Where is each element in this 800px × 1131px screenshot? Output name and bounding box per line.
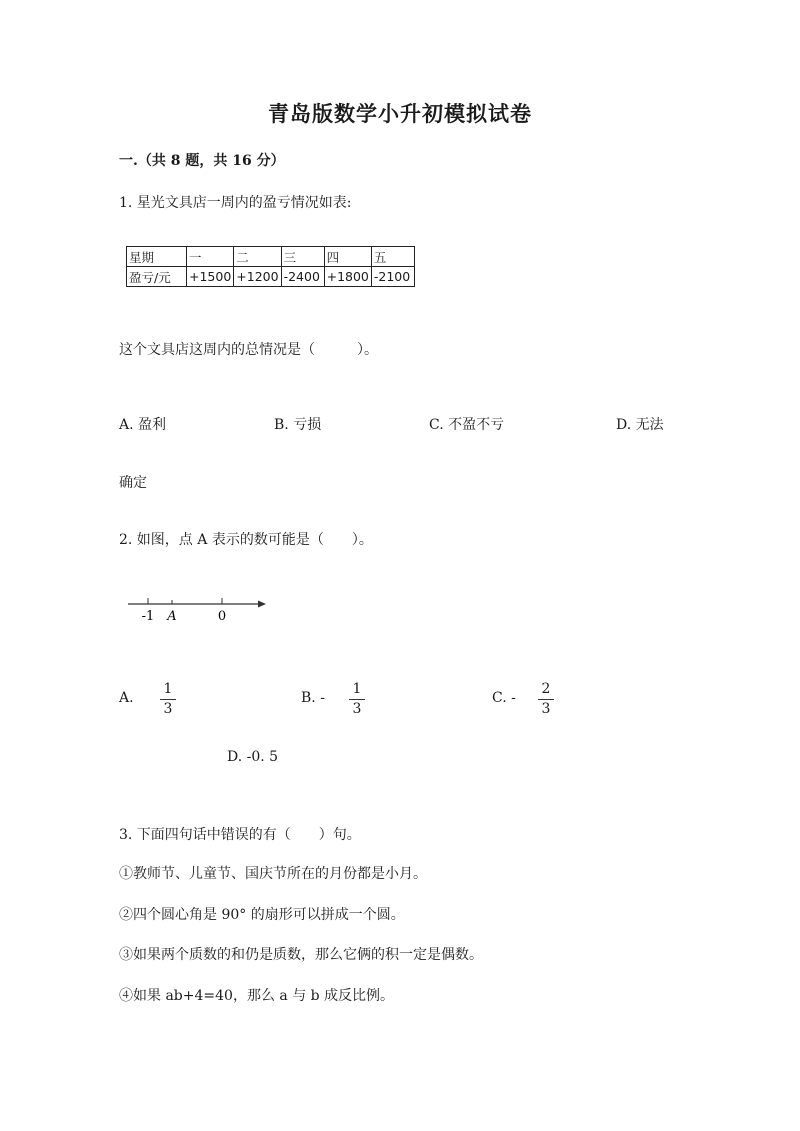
q1-option-b: B. 亏损: [274, 417, 322, 433]
page-title: 青岛版数学小升初模拟试卷: [268, 101, 532, 126]
profit-loss-table: [126, 246, 415, 287]
table-cell: -2100: [371, 267, 414, 287]
table-cell: +1200: [234, 267, 281, 287]
q1-question: 这个文具店这周内的总情况是（ ）。: [119, 342, 378, 358]
denominator: 3: [352, 701, 362, 717]
table-cell: -2400: [281, 267, 324, 287]
fraction-bar: [349, 699, 365, 700]
number-line-figure: [126, 593, 276, 627]
q2-option-a-label: A.: [119, 690, 134, 706]
numerator: 1: [163, 681, 173, 697]
table-cell: 一: [187, 247, 234, 267]
q2-option-b-fraction: [349, 681, 365, 718]
q2-option-d: D. -0. 5: [227, 749, 279, 765]
numerator: 1: [352, 681, 362, 697]
q2-stem: 2. 如图，点 A 表示的数可能是（ ）。: [119, 532, 373, 548]
fraction-bar: [160, 699, 176, 700]
table-header-row: [127, 247, 415, 267]
q2-option-a-fraction: [160, 681, 176, 718]
table-cell: 盈亏/元: [127, 267, 187, 287]
section-heading: 一.（共 8 题，共 16 分）: [119, 153, 285, 169]
q3-statement-4: ④如果 ab+4=40，那么 a 与 b 成反比例。: [119, 988, 395, 1004]
q3-statement-1: ①教师节、儿童节、国庆节所在的月份都是小月。: [119, 866, 427, 882]
numerator: 2: [541, 681, 551, 697]
q1-stem: 1. 星光文具店一周内的盈亏情况如表:: [119, 195, 352, 211]
table-cell: 星期: [127, 247, 187, 267]
label-minus-one: -1: [141, 609, 155, 624]
denominator: 3: [541, 701, 551, 717]
q1-option-d-continued: 确定: [119, 475, 147, 491]
q1-option-c: C. 不盈不亏: [429, 417, 505, 433]
q1-option-a: A. 盈利: [119, 417, 167, 433]
label-zero: 0: [217, 609, 227, 624]
table-cell: +1500: [187, 267, 234, 287]
table-cell: 五: [371, 247, 414, 267]
table-row: [127, 267, 415, 287]
table-cell: 四: [324, 247, 371, 267]
q2-option-b-label: B. -: [301, 690, 325, 706]
denominator: 3: [163, 701, 173, 717]
table-cell: +1800: [324, 267, 371, 287]
q3-statement-3: ③如果两个质数的和仍是质数，那么它俩的积一定是偶数。: [119, 947, 483, 963]
table-cell: 二: [234, 247, 281, 267]
table-cell: 三: [281, 247, 324, 267]
q3-stem: 3. 下面四句话中错误的有（ ）句。: [119, 827, 361, 843]
q2-option-c-fraction: [538, 681, 554, 718]
label-point-a: A: [167, 609, 177, 624]
arrow-head-icon: [258, 601, 266, 608]
q3-statement-2: ②四个圆心角是 90° 的扇形可以拼成一个圆。: [119, 907, 405, 923]
q1-option-d: D. 无法: [616, 417, 664, 433]
fraction-bar: [538, 699, 554, 700]
q2-option-c-label: C. -: [492, 690, 516, 706]
